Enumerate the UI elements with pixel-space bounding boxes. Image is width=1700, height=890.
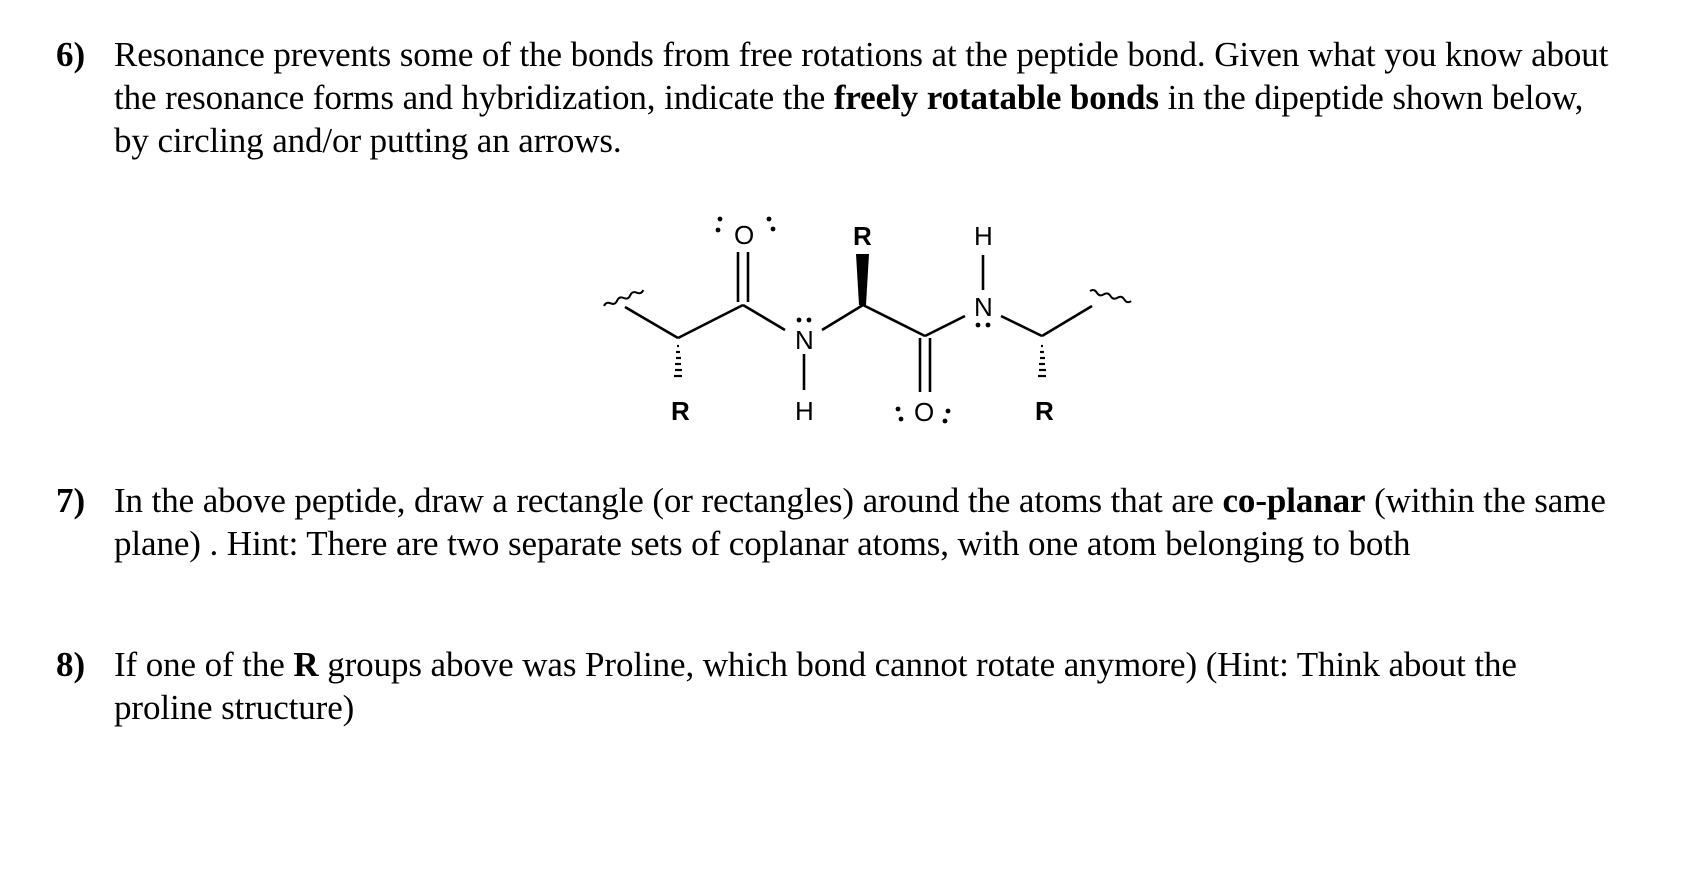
question-7 bbox=[56, 479, 1616, 565]
atom-r-top: R bbox=[853, 221, 872, 251]
dipeptide-structure bbox=[580, 205, 1140, 445]
atom-hydrogen-bottom: H bbox=[795, 396, 814, 426]
question-number: 8) bbox=[56, 645, 86, 684]
question-text-part: in the dipeptide shown below, by circling and/or putting an arrows. bbox=[114, 78, 1584, 160]
question-8 bbox=[56, 643, 1616, 729]
atom-hydrogen-top: H bbox=[974, 221, 993, 251]
question-number: 7) bbox=[56, 481, 86, 520]
atom-r-bottom-right: R bbox=[1035, 396, 1054, 426]
wavy-bond-right bbox=[1090, 285, 1131, 307]
bond bbox=[743, 305, 785, 330]
question-number: 6) bbox=[56, 35, 86, 74]
wavy-bond-left bbox=[602, 290, 644, 307]
atom-nitrogen-right: N bbox=[974, 292, 993, 322]
bond bbox=[863, 305, 925, 336]
question-text-bold: freely rotatable bonds bbox=[833, 78, 1159, 117]
question-text-part: Resonance prevents some of the bonds from free rotations at the peptide bond. Given what you know about the resonance forms and hybridization, indicate the bbox=[114, 35, 1609, 117]
question-text-part: In the above peptide, draw a rectangle (or rectangles) around the atoms that are bbox=[114, 481, 1223, 520]
bond bbox=[678, 305, 743, 338]
hashed-bond-left bbox=[674, 346, 682, 376]
question-text-bold: R bbox=[293, 645, 319, 684]
bond bbox=[625, 307, 678, 338]
question-text-part: If one of the bbox=[114, 645, 294, 684]
question-text-part: (within the same plane) . Hint: There are two separate sets of coplanar atoms, with one atom belonging to both bbox=[114, 481, 1606, 563]
atom-oxygen-bottom: O bbox=[914, 397, 935, 427]
bond bbox=[1042, 306, 1092, 336]
question-text-part: groups above was Proline, which bond cannot rotate anymore) (Hint: Think about the proline structure) bbox=[114, 645, 1517, 727]
hashed-bond-right bbox=[1038, 346, 1046, 376]
question-text bbox=[114, 479, 1616, 565]
question-text-bold: co-planar bbox=[1222, 481, 1366, 520]
wedge-bond bbox=[856, 254, 869, 305]
atom-oxygen-top: O bbox=[734, 220, 755, 250]
question-text bbox=[114, 33, 1616, 162]
atom-r-bottom-left: R bbox=[671, 396, 690, 426]
atom-nitrogen-left: N bbox=[795, 325, 814, 355]
bond bbox=[822, 305, 863, 330]
question-text bbox=[114, 643, 1616, 729]
question-6 bbox=[56, 33, 1616, 162]
bond bbox=[925, 316, 965, 336]
bond bbox=[1001, 316, 1042, 336]
